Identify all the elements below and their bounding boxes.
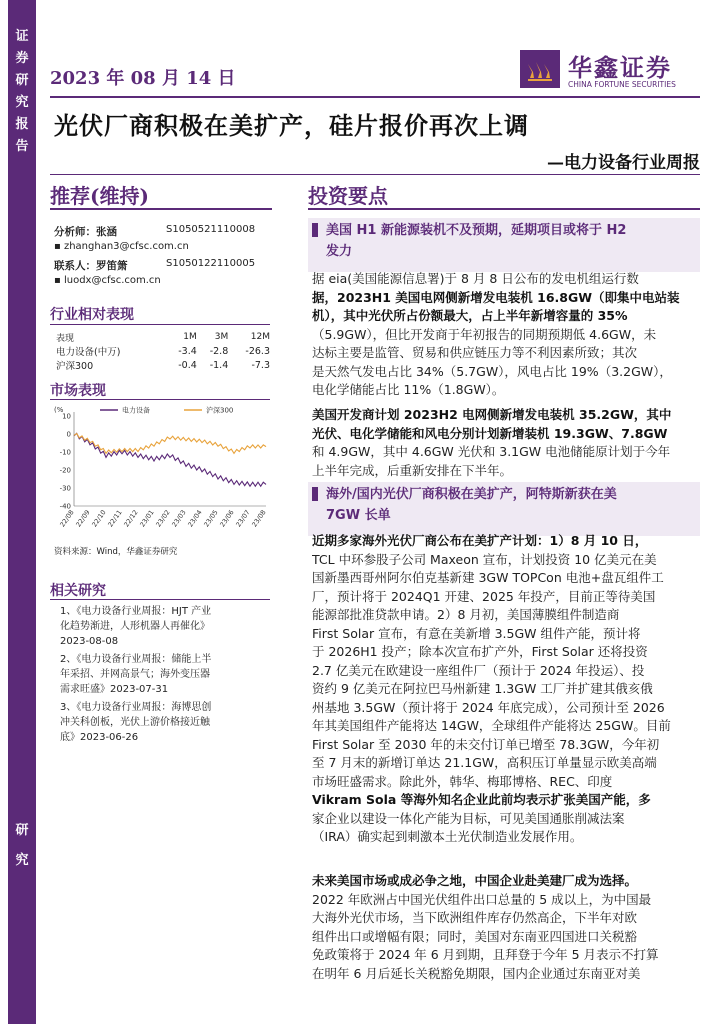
sidebar-char: 究 [15, 95, 29, 110]
table-cell: -2.8 [209, 345, 229, 357]
report-date: 2023 年 08 月 14 日 [50, 68, 236, 89]
related-item[interactable] [60, 604, 272, 649]
title-divider [50, 174, 700, 175]
paragraph-line: 据 eia(美国能源信息署)于 8 月 8 日公布的发电机组运行数 [312, 271, 639, 286]
section-heading-line: 美国 H1 新能源装机不及预期，延期项目或将于 H2 [326, 223, 627, 238]
related-heading: 相关研究 [50, 583, 106, 599]
sidebar-char: 证 [15, 29, 29, 44]
report-title: 光伏厂商积极在美扩产，硅片报价再次上调 [54, 111, 529, 140]
sidebar-char: 究 [15, 853, 29, 868]
table-cell: 沪深300 [56, 361, 94, 372]
paragraph-line: （5.9GW），但比开发商于年初报告的同期预期低 4.6GW，未 [312, 326, 657, 342]
section-heading-line: 发力 [326, 244, 353, 259]
paragraph-line: 2022 年欧洲占中国光伏组件出口总量的 5 成以上，为中国最 [312, 891, 652, 907]
y-tick-label: 0 [66, 430, 71, 439]
email-icon: ▪ [54, 275, 64, 286]
company-logo [520, 48, 710, 92]
table-header-cell: 表现 [56, 333, 75, 344]
logo-name-en: CHINA FORTUNE SECURITIES [568, 80, 676, 89]
related-item[interactable] [60, 700, 272, 745]
sidebar-char: 券 [15, 51, 29, 66]
y-tick-label: -40 [59, 502, 71, 511]
related-item-line: 年采招、并网高景气；海外变压器 [60, 669, 210, 680]
paragraph-line: 电化学储能占比 11%（1.8GW）。 [312, 382, 505, 397]
related-item-line: 化趋势渐进，人形机器人再催化》 [60, 621, 210, 632]
report-subtitle: —电力设备行业周报 [547, 153, 700, 173]
section-marker-icon [312, 223, 318, 237]
x-tick-label: 23/06 [218, 508, 236, 529]
analyst-1-email-text: zhanghan3@cfsc.com.cn [63, 241, 189, 252]
sidebar-char: 报 [15, 117, 29, 132]
paragraph-line: 在明年 6 月后延长关税豁免期限，国内企业通过东南亚对美 [312, 965, 641, 981]
analyst-1-email[interactable] [54, 241, 294, 256]
analyst-2-code: S1050122110005 [166, 258, 256, 269]
related-item-line: 冲关科创板，光伏上游价格接近触 [60, 717, 210, 728]
paragraph-line: 厂，预计将于 2024Q1 开建、2025 年投产，目前正等待美国 [312, 588, 656, 604]
paragraph-line: 至 7 月末的新增订单达 21.1GW，高积压订单量显示欧美高端 [312, 755, 657, 770]
table-cell: -1.4 [209, 359, 229, 371]
table-header-cell: 3M [214, 332, 229, 342]
table-cell: -26.3 [245, 345, 270, 357]
paragraph-line: 年其美国组件产能将达 14GW，全球组件产能将达 25GW。目前 [312, 718, 671, 733]
table-cell: 电力设备(中万) [56, 347, 121, 358]
investment-heading: 投资要点 [308, 184, 388, 208]
analyst-2 [54, 258, 294, 273]
sidebar-char: 研 [15, 73, 29, 88]
paragraph-4 [312, 872, 702, 983]
section-heading-2 [308, 482, 700, 536]
x-tick-label: 23/01 [138, 508, 156, 529]
paragraph-line: Vikram Sola 等海外知名企业此前均表示扩张美国产能，多 [312, 792, 651, 807]
paragraph-line: 市场旺盛需求。除此外，韩华、梅耶博格、REC、印度 [312, 773, 613, 789]
related-item-line: 底》2023-06-26 [60, 732, 139, 743]
analyst-1-code: S1050521110008 [166, 224, 256, 235]
related-item-line: 1、《电力设备行业周报：HJT 产业 [60, 606, 212, 617]
table-cell: -0.4 [178, 359, 197, 371]
table-header-row [56, 330, 270, 344]
paragraph-line: 国新墨西哥州阿尔伯克基新建 3GW TOPCon 电池+盘瓦组件工 [312, 570, 664, 585]
x-tick-label: 23/07 [234, 508, 252, 529]
section-heading-1 [308, 218, 700, 272]
paragraph-line: 上半年完成，后重新安排在下半年。 [312, 462, 513, 478]
paragraph-line: 能源部批准贷款申请。2）8 月初，美国薄膜组件制造商 [312, 607, 620, 622]
x-tick-label: 23/02 [154, 508, 172, 529]
analyst-2-email-text: luodx@cfsc.com.cn [63, 275, 161, 286]
table-header-cell: 1M [183, 332, 197, 342]
paragraph-line: 免政策将于 2024 年 6 月到期，且拜登于今年 5 月表示不打算 [312, 947, 659, 962]
paragraph-line: First Solar 至 2030 年的未交付订单已增至 78.3GW，今年初 [312, 736, 660, 752]
x-tick-label: 22/08 [58, 508, 76, 529]
x-tick-label: 22/12 [122, 508, 140, 529]
paragraph-line: 美国开发商计划 2023H2 电网侧新增发电装机 35.2GW，其中 [312, 407, 672, 422]
paragraph-line: 于 2026H1 投产；除本次宣布扩产外，First Solar 还将投资 [312, 644, 648, 659]
legend-label: 沪深300 [206, 406, 234, 415]
paragraph-line: 家企业以建设一体化产能为目标，可见美国通胀削减法案 [312, 810, 625, 826]
y-tick-label: -30 [59, 484, 71, 493]
paragraph-line: 资约 9 亿美元在阿拉巴马州新建 1.3GW 工厂并扩建其俄亥俄 [312, 681, 653, 696]
sidebar-label-bottom [8, 820, 36, 880]
series-line-power-equipment [74, 433, 266, 486]
analyst-2-email[interactable] [54, 275, 294, 290]
paragraph-3 [312, 532, 702, 847]
investment-underline [308, 208, 700, 210]
paragraph-2 [312, 406, 702, 480]
performance-table [56, 330, 270, 372]
sidebar-char: 研 [15, 823, 29, 838]
table-row [56, 344, 270, 358]
paragraph-line: 2.7 亿美元在欧建设一座组件厂（预计于 2024 年投运）、投 [312, 662, 645, 678]
analyst-1 [54, 224, 294, 239]
table-row [56, 358, 270, 372]
sidebar-label-top [8, 26, 36, 158]
x-tick-label: 23/04 [186, 508, 204, 529]
paragraph-line: 和 4.9GW，其中 4.6GW 光伏和 3.1GW 电池储能原计划于今年 [312, 444, 671, 459]
paragraph-line: 据，2023H1 美国电网侧新增发电装机 16.8GW（即集中电站装 [312, 289, 680, 305]
related-underline [50, 599, 270, 600]
section-marker-icon [312, 487, 318, 501]
x-tick-label: 23/03 [170, 508, 188, 529]
y-tick-label: 10 [62, 412, 71, 421]
paragraph-line: 是天然气发电占比 34%（5.7GW），风电占比 19%（3.2GW）， [312, 363, 672, 379]
x-tick-label: 23/05 [202, 508, 220, 529]
paragraph-line: 机），其中光伏所占份额最大，占上半年新增容量的 35% [312, 308, 628, 323]
market-performance-chart [52, 402, 278, 544]
paragraph-line: 未来美国市场或成必争之地，中国企业赴美建厂成为选择。 [312, 873, 638, 888]
table-cell: -3.4 [178, 345, 197, 357]
paragraph-line: TCL 中环参股子公司 Maxeon 宣布，计划投资 10 亿美元在美 [312, 551, 657, 567]
logo-emblem-icon [520, 50, 560, 88]
market-underline [50, 399, 270, 400]
paragraph-line: 州基地 3.5GW（预计将于 2024 年底完成），公司预计至 2026 [312, 699, 665, 715]
related-item[interactable] [60, 652, 272, 697]
x-tick-label: 22/09 [74, 508, 92, 529]
analyst-1-name: 分析师：张涵 [54, 226, 117, 238]
performance-underline [50, 324, 270, 325]
x-tick-label: 22/11 [106, 508, 124, 529]
table-header-cell: 12M [250, 332, 270, 342]
section-heading-line: 海外/国内光伏厂商积极在美扩产，阿特斯新获在美 [326, 487, 617, 502]
performance-heading: 行业相对表现 [50, 307, 134, 323]
sidebar-char: 告 [15, 139, 29, 154]
x-tick-label: 22/10 [90, 508, 108, 529]
y-axis-label: (% [54, 406, 64, 414]
related-item-line: 2、《电力设备行业周报：储能上半 [60, 654, 212, 665]
paragraph-line: 大海外光伏市场，当下欧洲组件库存仍然高企，下半年对欧 [312, 910, 638, 925]
section-heading-line: 7GW 长单 [326, 508, 391, 523]
analyst-2-name: 联系人：罗笛箫 [54, 260, 128, 272]
market-heading: 市场表现 [50, 383, 106, 399]
paragraph-line: （IRA）确实起到刺激本土光伏制造业发展作用。 [312, 829, 583, 844]
table-cell: -7.3 [251, 359, 270, 371]
series-line-hs300 [74, 434, 266, 454]
header-divider [50, 96, 700, 98]
paragraph-line: 组件出口或增幅有限；同时，美国对东南亚四国进口关税豁 [312, 928, 638, 944]
paragraph-line: 光伏、电化学储能和风电分别计划新增装机 19.3GW、7.8GW [312, 425, 668, 441]
chart-source: 资料来源：Wind，华鑫证券研究 [54, 547, 178, 557]
rating-heading: 推荐(维持) [50, 184, 149, 208]
related-item-line: 需求旺盛》2023-07-31 [60, 684, 169, 695]
x-tick-label: 23/08 [250, 508, 268, 529]
legend-label: 电力设备 [122, 406, 150, 415]
rating-underline [50, 208, 272, 210]
y-tick-label: -20 [59, 466, 71, 475]
related-item-line: 2023-08-08 [60, 636, 119, 647]
paragraph-line: First Solar 宣布，有意在美新增 3.5GW 组件产能，预计将 [312, 625, 641, 641]
paragraph-line: 近期多家海外光伏厂商公布在美扩产计划：1）8 月 10 日， [312, 533, 648, 548]
paragraph-line: 达标主要是监管、贸易和供应链压力等不利因素所致；其次 [312, 345, 638, 360]
paragraph-1 [312, 270, 702, 400]
logo-name-cn: 华鑫证券 [568, 53, 672, 82]
email-icon: ▪ [54, 241, 64, 252]
y-tick-label: -10 [59, 448, 71, 457]
related-item-line: 3、《电力设备行业周报：海博思创 [60, 702, 212, 713]
